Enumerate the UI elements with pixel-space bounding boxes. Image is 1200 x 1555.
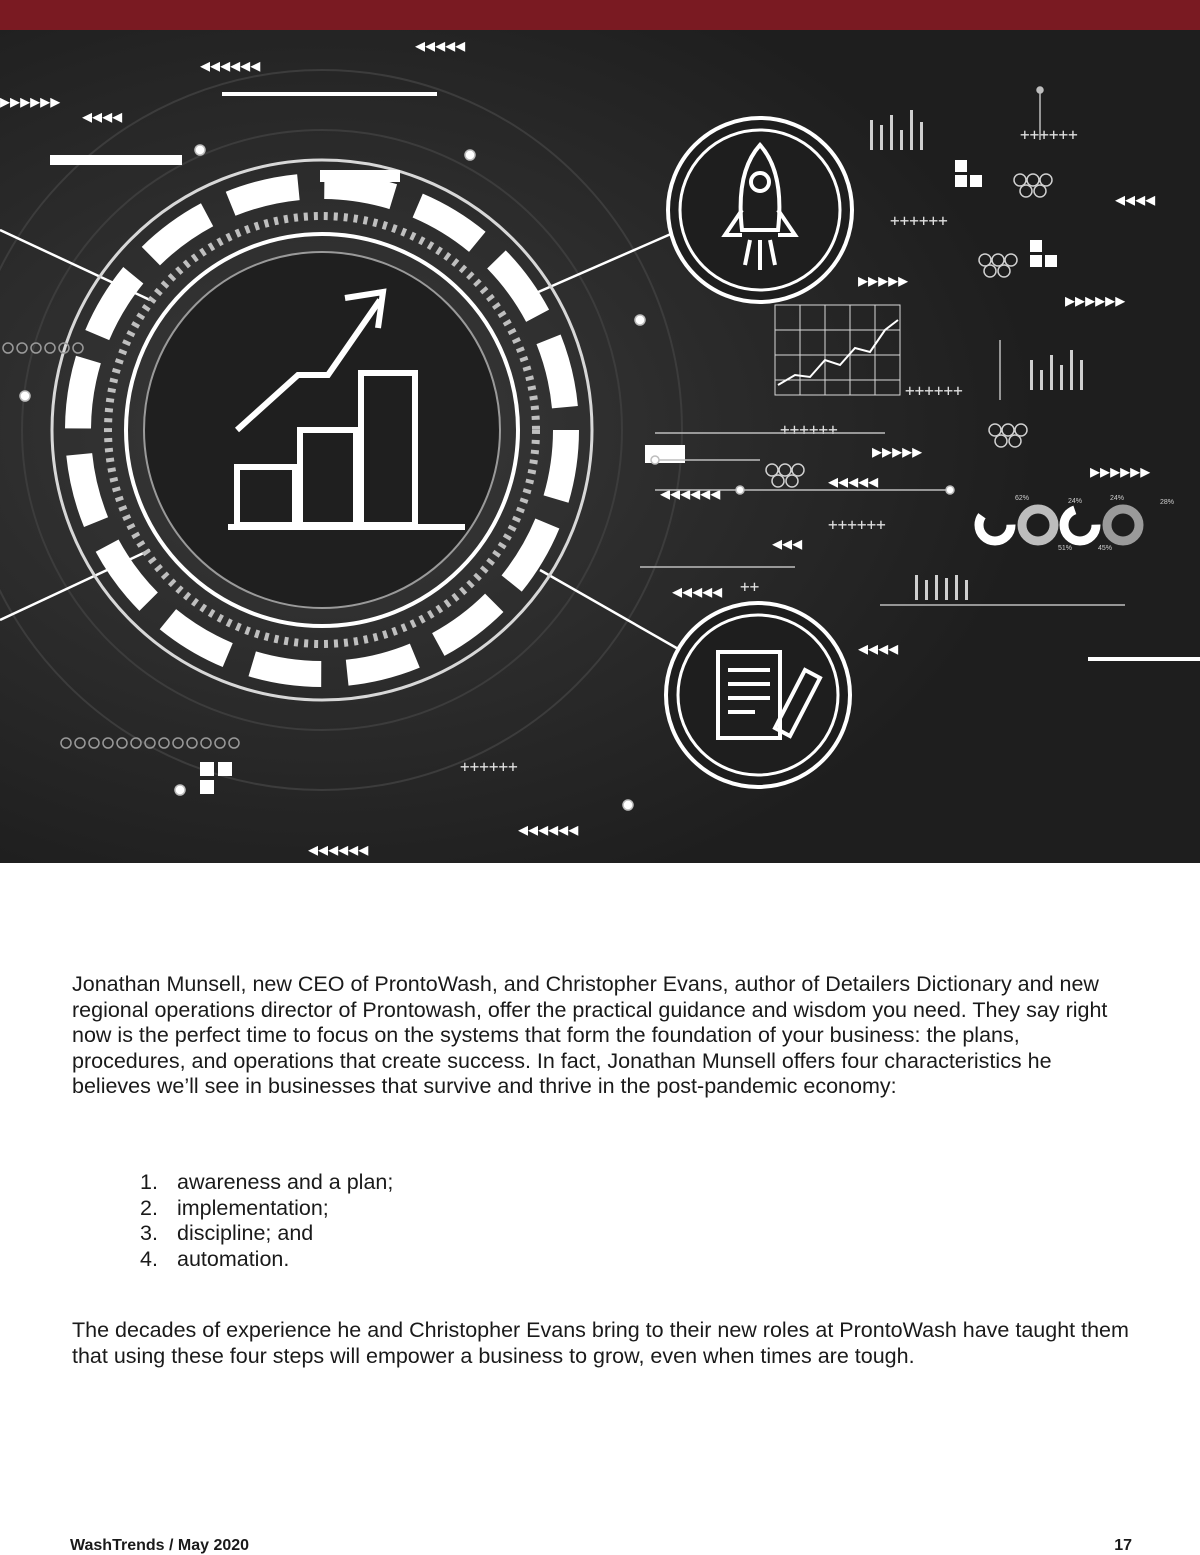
svg-text:++++++: ++++++ — [905, 381, 963, 400]
intro-paragraph: Jonathan Munsell, new CEO of ProntoWash, and Christopher Evans, author of Detailers Dictionary and new regional operations director of Prontowash, offer the practical guidance and wisdom you need. They say right now is the perfect time to focus on the systems that form the foundation of your business: the plans, procedures, and operations that create success. In fact, Jonathan Munsell offers four characteristics he believes we’ll see in businesses that survive and thrive in the post-pandemic economy: — [72, 972, 1108, 1099]
list-item-text: discipline; and — [177, 1221, 314, 1246]
svg-text:▸▸▸▸▸: ▸▸▸▸▸ — [858, 268, 909, 292]
top-accent-bar — [0, 0, 1200, 30]
svg-text:◂◂◂: ◂◂◂ — [772, 531, 803, 555]
svg-text:◂◂◂◂◂: ◂◂◂◂◂ — [415, 33, 466, 57]
donut-label: 24% — [1068, 498, 1083, 505]
list-item-number: 1. — [140, 1170, 158, 1194]
donut-label: 24% — [1110, 495, 1125, 502]
svg-text:▸▸▸▸▸▸: ▸▸▸▸▸▸ — [0, 89, 61, 113]
svg-text:++++++: ++++++ — [1020, 125, 1078, 144]
svg-text:◂◂◂◂◂◂: ◂◂◂◂◂◂ — [660, 481, 721, 505]
list-item-text: automation. — [177, 1246, 290, 1271]
svg-text:◂◂◂◂◂: ◂◂◂◂◂ — [672, 579, 723, 603]
list-item — [140, 1196, 393, 1222]
list-item-text: awareness and a plan; — [177, 1170, 394, 1194]
list-item-number: 3. — [140, 1221, 158, 1246]
svg-text:++++++: ++++++ — [828, 515, 886, 534]
footer-publication: WashTrends / May 2020 — [70, 1537, 250, 1554]
four-steps-list — [140, 1170, 393, 1272]
page-number: 17 — [1114, 1537, 1132, 1554]
svg-text:◂◂◂◂◂◂: ◂◂◂◂◂◂ — [308, 837, 369, 861]
svg-text:◂◂◂◂: ◂◂◂◂ — [82, 104, 123, 128]
list-item-number: 4. — [140, 1246, 158, 1271]
svg-text:++: ++ — [740, 577, 760, 596]
rocket-icon — [668, 118, 852, 302]
list-item-text: implementation; — [177, 1195, 329, 1220]
donut-label: 45% — [1098, 545, 1113, 552]
svg-text:▸▸▸▸▸▸: ▸▸▸▸▸▸ — [1065, 288, 1126, 312]
svg-text:++++++: ++++++ — [780, 420, 838, 439]
svg-text:◂◂◂◂: ◂◂◂◂ — [858, 636, 899, 660]
donut-label: 28% — [1160, 499, 1175, 506]
document-pencil-icon — [666, 603, 850, 787]
svg-text:▸▸▸▸▸▸: ▸▸▸▸▸▸ — [1090, 459, 1151, 483]
svg-text:++++++: ++++++ — [890, 211, 948, 230]
svg-text:◂◂◂◂◂◂: ◂◂◂◂◂◂ — [200, 53, 261, 77]
svg-text:◂◂◂◂: ◂◂◂◂ — [1115, 187, 1156, 211]
list-item — [140, 1170, 393, 1196]
hero-illustration — [0, 30, 1200, 863]
donut-label: 62% — [1015, 495, 1030, 502]
svg-text:▸▸▸▸▸: ▸▸▸▸▸ — [872, 439, 923, 463]
svg-text:◂◂◂◂◂◂: ◂◂◂◂◂◂ — [518, 817, 579, 841]
svg-text:++++++: ++++++ — [460, 757, 518, 776]
donut-label: 51% — [1058, 545, 1073, 552]
hero-graphic — [0, 30, 1200, 863]
list-item — [140, 1247, 393, 1273]
list-item-number: 2. — [140, 1195, 158, 1220]
list-item — [140, 1221, 393, 1247]
svg-text:◂◂◂◂◂: ◂◂◂◂◂ — [828, 469, 879, 493]
closing-paragraph: The decades of experience he and Christopher Evans bring to their new roles at ProntoWash have taught them that using these four steps will empower a business to grow, even when times are tough. — [72, 1318, 1129, 1368]
